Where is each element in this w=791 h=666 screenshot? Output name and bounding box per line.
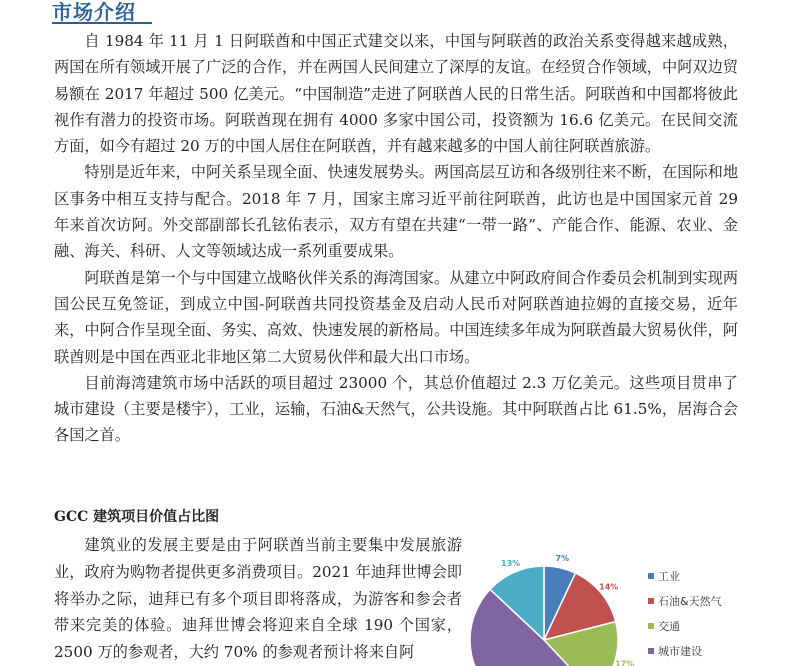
section-text	[54, 532, 462, 666]
pie-chart	[472, 548, 791, 666]
slice-label: 13%	[501, 558, 521, 568]
intro-text	[54, 28, 738, 449]
title-underline	[52, 22, 152, 24]
legend-swatch	[648, 648, 654, 654]
paragraph: 自 1984 年 11 月 1 日阿联酋和中国正式建交以来，中国与阿联酋的政治关系变得越来越成熟，两国在所有领域开展了广泛的合作，并在两国人民间建立了深厚的友谊。在经贸合作领域，中阿双边贸易额在 2017 年超过 500 亿美元。“中国制造”走进了阿联酋人民的日常生活。阿联酋和中国都将彼此视作有潜力的投资市场。阿联酋现在拥有 4000 多家中国公司，投资额为 16.6 亿美元。在民间交流方面，如今有超过 20 万的中国人居住在阿联酋，并有越来越多的中国人前往阿联酋旅游。	[54, 32, 738, 156]
legend-label: 交通	[658, 620, 680, 633]
legend-label: 工业	[658, 570, 680, 583]
page-header	[52, 0, 136, 28]
legend-label: 城市建设	[658, 645, 702, 658]
slice-label: 7%	[555, 554, 570, 564]
paragraph: 目前海湾建筑市场中活跃的项目超过 23000 个，其总价值超过 2.3 万亿美元。这些项目贯串了城市建设（主要是楼宇），工业，运输，石油&天然气，公共设施。其中阿联酋占比 61.5%，居海合会各国之首。	[54, 373, 738, 445]
slice-label: 14%	[599, 582, 619, 592]
slice-label: 17%	[615, 659, 635, 666]
legend-swatch	[648, 598, 654, 604]
legend-swatch	[648, 573, 654, 579]
paragraph: 建筑业的发展主要是由于阿联酋当前主要集中发展旅游业，政府为购物者提供更多消费项目。2021 年迪拜世博会即将举办之际，迪拜已有多个项目即将落成，为游客和参会者带来完美的体验。迪拜世博会将迎来自全球 190 个国家，2500 万的参观者，大约 70% 的参观者预计将来自阿	[54, 536, 462, 662]
legend-swatch	[648, 623, 654, 629]
section-title: GCC 建筑项目价值占比图	[54, 509, 220, 525]
page-title: 市场介绍	[52, 0, 136, 24]
paragraph: 阿联酋是第一个与中国建立战略伙伴关系的海湾国家。从建立中阿政府间合作委员会机制到实现两国公民互免签证，到成立中国-阿联酋共同投资基金及启动人民币对阿联酋迪拉姆的直接交易，近年来，中阿合作呈现全面、务实、高效、快速发展的新格局。中国连续多年成为阿联酋最大贸易伙伴，阿联酋则是中国在西亚北非地区第二大贸易伙伴和最大出口市场。	[54, 268, 738, 366]
paragraph: 特别是近年来，中阿关系呈现全面、快速发展势头。两国高层互访和各级别往来不断，在国际和地区事务中相互支持与配合。2018 年 7 月，国家主席习近平前往阿联酋，此访也是中国国家元首 29 年来首次访阿。外交部副部长孔铉佑表示，双方有望在共建“一带一路”、产能合作、能源、农业、金融、海关、科研、人文等领域达成一系列重要成果。	[54, 163, 738, 261]
pie-chart-svg	[472, 548, 791, 666]
legend-label: 石油&天然气	[658, 595, 722, 608]
